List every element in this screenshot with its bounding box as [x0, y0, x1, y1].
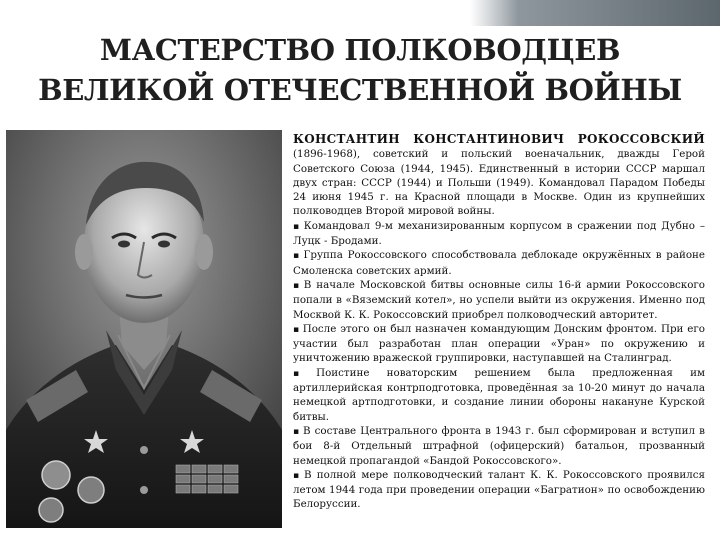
- bullet-item: [293, 424, 705, 468]
- bullet-icon: ▪: [293, 470, 301, 481]
- bullet-text: Группа Рокоссовского способствовала деблокаде окружённых в районе Смоленска советских армий.: [293, 249, 705, 277]
- bullet-item: [293, 219, 705, 249]
- bullet-icon: ▪: [293, 251, 301, 262]
- title-line-2: ВЕЛИКОЙ ОТЕЧЕСТВЕННОЙ ВОЙНЫ: [38, 73, 682, 107]
- bullet-icon: ▪: [293, 368, 314, 379]
- bullet-text: В составе Центрального фронта в 1943 г. был сформирован и вступил в бои 8-й Отдельный штрафной (офицерский) батальон, прозванный немецкой пропагандой «Бандой Рокоссовского».: [293, 424, 705, 467]
- bullet-item: [293, 322, 705, 366]
- bullet-text: Поистине новаторским решением была предложенная им артиллерийская контрподготовка, проведённая за 10-20 минут до начала немецкой артподготовки, и создание линии обороны накануне Курской битвы.: [293, 366, 705, 423]
- portrait-photo-drawing: [6, 130, 282, 528]
- slide-title: [0, 30, 720, 110]
- portrait-photo: [6, 130, 282, 528]
- bullet-text: В начале Московской битвы основные силы 16-й армии Рокоссовского попали в «Вяземский котел», но успели выйти из окружения. Именно под Москвой К. К. Рокоссовский приобрел полководческий авторитет.: [293, 278, 705, 321]
- corner-accent: [470, 0, 720, 26]
- intro-paragraph: [293, 132, 705, 219]
- bullet-text: Командовал 9-м механизированным корпусом в сражении под Дубно – Луцк - Бродами.: [293, 219, 705, 248]
- person-name: КОНСТАНТИН КОНСТАНТИНОВИЧ РОКОССОВСКИЙ: [293, 132, 705, 146]
- bullet-icon: ▪: [293, 221, 301, 232]
- bullet-icon: ▪: [293, 426, 300, 437]
- bullet-item: [293, 248, 705, 278]
- bullet-item: [293, 468, 705, 512]
- bullet-text: После этого он был назначен командующим Донским фронтом. При его участии был разработан план операции «Уран» по окружению и уничтожению вражеской группировки, наступавшей на Сталинград.: [293, 322, 705, 365]
- bullet-icon: ▪: [293, 280, 301, 291]
- biography-text: [293, 132, 705, 532]
- title-line-1: МАСТЕРСТВО ПОЛКОВОДЦЕВ: [99, 33, 621, 67]
- bullet-text: В полной мере полководческий талант К. К. Рокоссовского проявился летом 1944 года при проведении операции «Багратион» по освобождению Белоруссии.: [293, 468, 705, 511]
- bullet-item: [293, 366, 705, 424]
- bullet-icon: ▪: [293, 324, 300, 335]
- intro-text: (1896-1968), советский и польский военачальник, дважды Герой Советского Союза (1944, 1945). Единственный в истории СССР маршал двух стран: СССР (1944) и Польши (1949). Командовал Парадом Победы 24 июня 1945 г. на Красной площади в Москве. Один из крупнейших полководцев Второй мировой войны.: [293, 148, 705, 218]
- bullet-item: [293, 278, 705, 322]
